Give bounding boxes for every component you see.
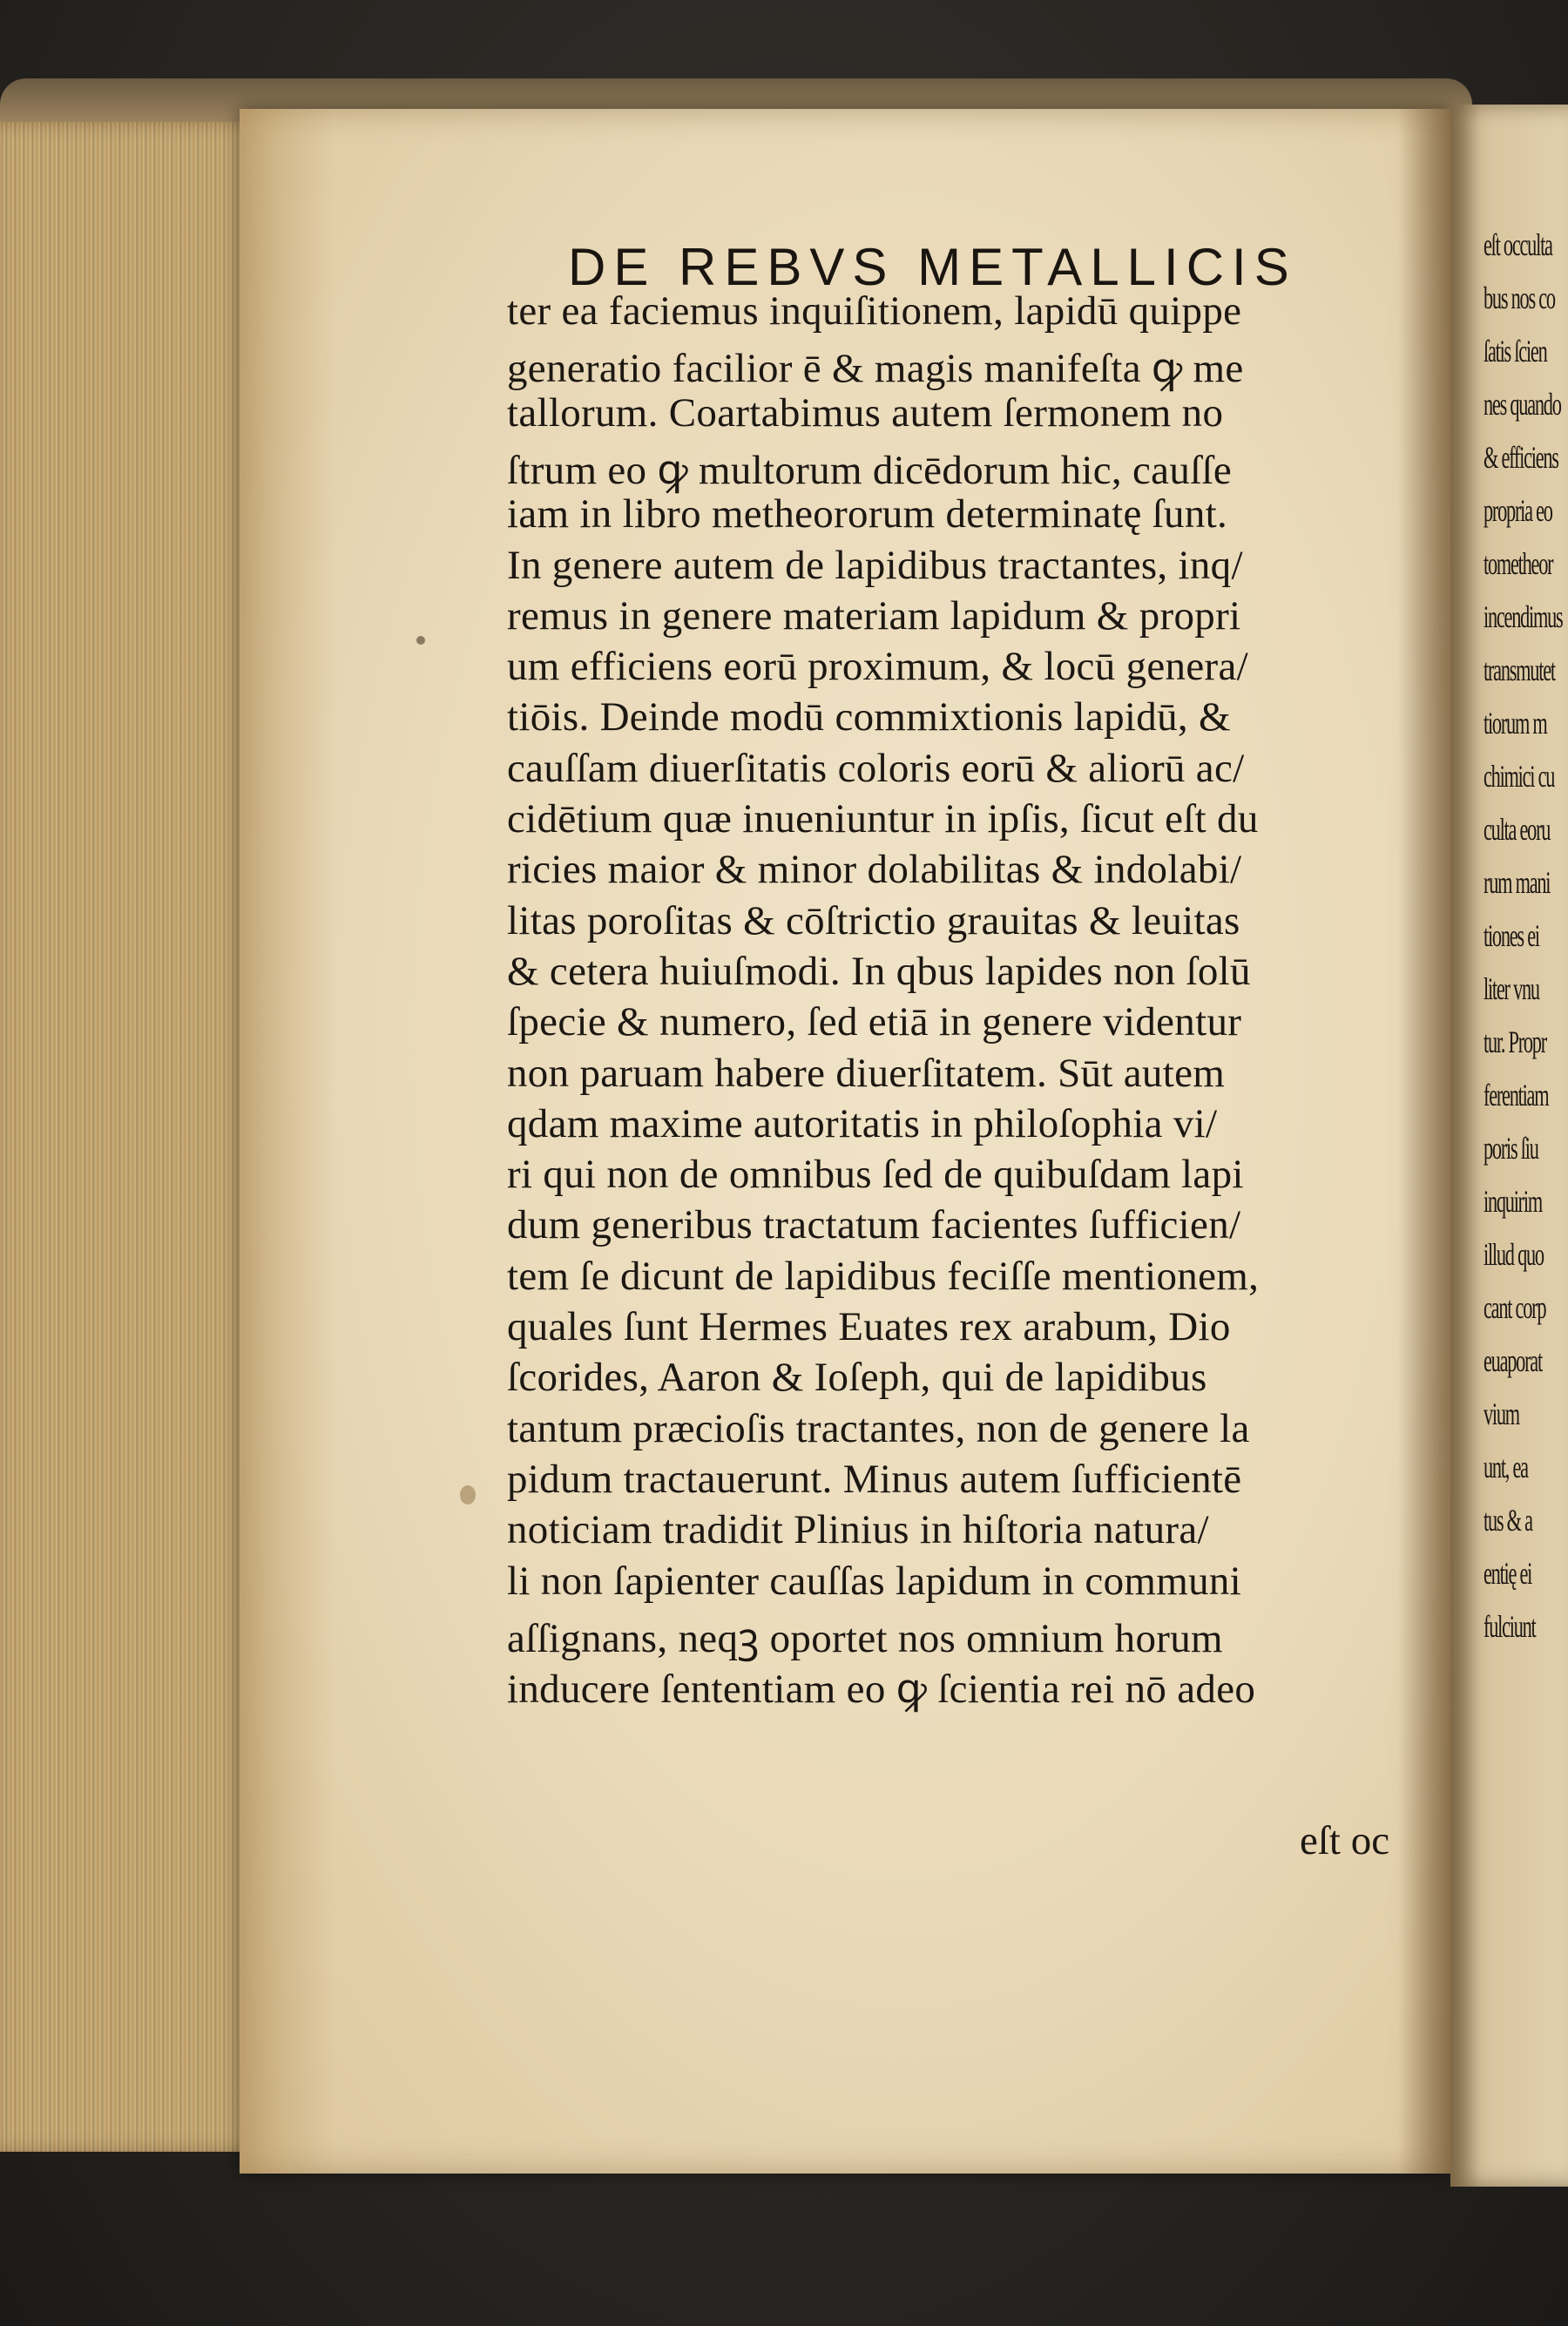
facing-page-line: incendimus	[1484, 599, 1563, 634]
facing-page-line: propria eo	[1484, 493, 1552, 528]
text-line: remus in genere materiam lapidum & propri	[507, 592, 1241, 639]
facing-page-line: tiorum m	[1484, 706, 1547, 740]
text-line: qdam maxime autoritatis in philoſophia vi/	[507, 1100, 1218, 1146]
text-line: litas poroſitas & cōſtrictio grauitas & leuitas	[507, 897, 1240, 943]
facing-page-line: & efficiens	[1484, 440, 1558, 475]
text-line: ricies maior & minor dolabilitas & indolabi/	[507, 847, 1242, 893]
facing-page-line: euaporat	[1484, 1343, 1542, 1378]
facing-page	[1450, 105, 1568, 2187]
facing-page-line: entię ei	[1484, 1556, 1532, 1591]
facing-page-line: ſatis ſcien	[1484, 334, 1547, 369]
text-line: tallorum. Coartabimus autem ſermonem no	[507, 389, 1224, 436]
text-line: aſſignans, neqꝫ oportet nos omnium horum	[507, 1615, 1223, 1661]
text-line: non paruam habere diuerſitatem. Sūt autem	[507, 1050, 1226, 1096]
facing-page-line: tur. Propr	[1484, 1024, 1546, 1059]
text-line: pidum tractauerunt. Minus autem ſufficientē	[507, 1456, 1242, 1502]
text-line: ſpecie & numero, ſed etiā in genere videntur	[507, 999, 1242, 1045]
facing-page-line: cant corp	[1484, 1290, 1546, 1325]
facing-page-line: poris ſiu	[1484, 1131, 1538, 1166]
text-line: cidētium quæ inueniuntur in ipſis, ſicut eſt du	[507, 796, 1259, 842]
text-line: ter ea faciemus inquiſitionem, lapidū quippe	[507, 288, 1242, 334]
facing-page-line: vium	[1484, 1396, 1519, 1431]
facing-page-line: inquirim	[1484, 1184, 1542, 1219]
facing-page-line: nes quando	[1484, 387, 1561, 422]
text-line: inducere ſententiam eo ꝙ ſcientia rei nō adeo	[507, 1667, 1256, 1713]
facing-page-line: transmutet	[1484, 652, 1555, 687]
facing-page-line: culta eoru	[1484, 812, 1551, 847]
facing-page-line: fulciunt	[1484, 1609, 1536, 1644]
text-line: ſcorides, Aaron & Ioſeph, qui de lapidibus	[507, 1355, 1207, 1401]
facing-page-line: illud quo	[1484, 1237, 1544, 1272]
page-block-edge	[0, 122, 264, 2152]
text-line: li non ſapienter cauſſas lapidum in communi	[507, 1558, 1242, 1604]
text-line: & cetera huiuſmodi. In qbus lapides non ſolū	[507, 948, 1251, 994]
text-line: generatio facilior ē & magis manifeſta ꝙ me	[507, 346, 1244, 392]
facing-page-line: chimici cu	[1484, 759, 1555, 794]
text-line: tantum præcioſis tractantes, non de genere la	[507, 1405, 1250, 1451]
gutter-shadow	[240, 109, 335, 2174]
page-stain	[460, 1485, 476, 1504]
facing-page-line: tus & a	[1484, 1503, 1532, 1538]
page-speck	[416, 636, 425, 645]
fold-shadow	[1398, 109, 1450, 2174]
facing-page-line: eſt occulta	[1484, 227, 1552, 262]
facing-page-line: rum mani	[1484, 865, 1551, 900]
text-line: quales ſunt Hermes Euates rex arabum, Dio	[507, 1304, 1231, 1349]
facing-page-line: tiones ei	[1484, 918, 1539, 953]
text-line: In genere autem de lapidibus tractantes, inq/	[507, 542, 1243, 588]
text-line: ſtrum eo ꝙ multorum dicēdorum hic, cauſſe	[507, 447, 1233, 493]
facing-page-line: ferentiam	[1484, 1078, 1549, 1112]
facing-page-line: liter vnu	[1484, 971, 1539, 1006]
text-line: tiōis. Deinde modū commixtionis lapidū, &	[507, 694, 1231, 740]
text-line: cauſſam diuerſitatis coloris eorū & aliorū ac/	[507, 745, 1245, 791]
facing-page-line: tometheor	[1484, 546, 1553, 581]
facing-page-line: unt, ea	[1484, 1450, 1528, 1484]
text-line: iam in libro metheororum determinatę ſunt.	[507, 491, 1228, 538]
text-line: ri qui non de omnibus ſed de quibuſdam lapi	[507, 1152, 1244, 1198]
text-line: noticiam tradidit Plinius in hiſtoria natura/	[507, 1507, 1209, 1553]
running-head: DE REBVS METALLICIS	[568, 238, 1297, 296]
text-line: dum generibus tractatum facientes ſufficien/	[507, 1202, 1241, 1248]
catchword: eſt oc	[1300, 1818, 1390, 1863]
facing-page-line: bus nos co	[1484, 281, 1555, 315]
text-line: tem ſe dicunt de lapidibus feciſſe mentionem,	[507, 1253, 1260, 1299]
text-line: um efficiens eorū proximum, & locū genera/	[507, 644, 1248, 690]
